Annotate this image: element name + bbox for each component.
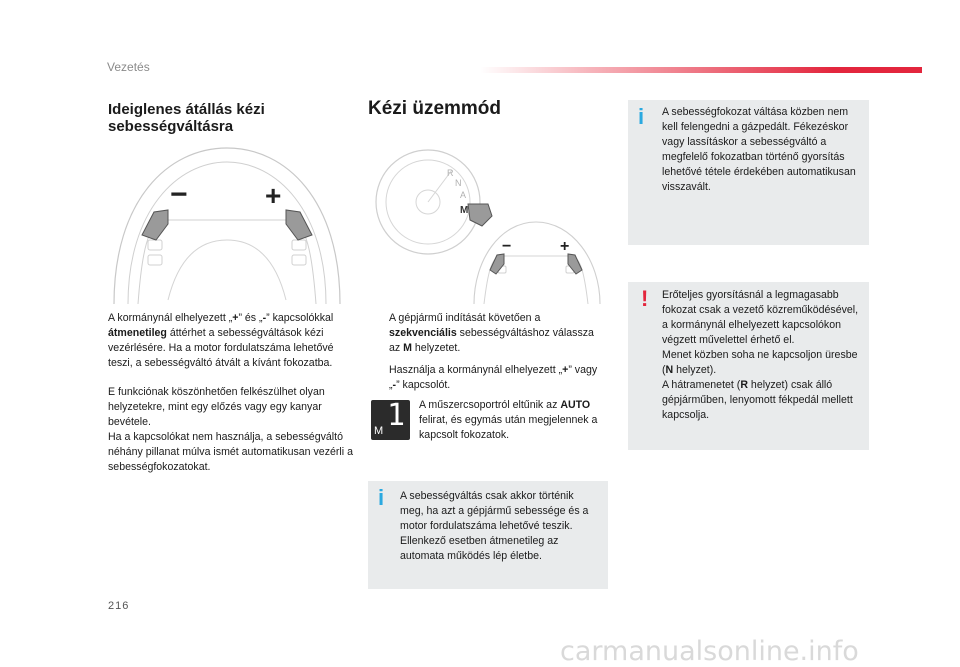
instrument-gear-display <box>371 400 410 440</box>
plus-paddle-label: + <box>265 180 282 211</box>
selector-letter-n: N <box>455 178 462 188</box>
watermark: carmanualsonline.info <box>560 636 859 667</box>
warning-text: Erőteljes gyorsításnál a legmagasabb fokozat csak a vezető közreműködésével, a kormánynál elhelyezett kapcsolókon végzett művelettel érhető el. Menet közben soha ne kapcsoljon üresbe (N helyzet). A hátramenetet (R helyzet) csak álló gépjárműben, lenyomott fékpedál mellett kapcsolja. <box>662 289 859 421</box>
left-paragraph-2: E funkciónak köszönhetően felkészülhet olyan helyzetekre, mint egy előzés vagy egy kanyar bevétele. <box>108 386 325 428</box>
selector-letter-m: M <box>460 205 469 216</box>
middle-plus-label: + <box>560 238 570 255</box>
minus-paddle-label: − <box>170 178 188 211</box>
section-label: Vezetés <box>107 60 150 74</box>
info-icon: i <box>378 485 385 510</box>
left-paragraph-3: Ha a kapcsolókat nem használja, a sebességváltó néhány pillanat múlva ismét automatikusan vezérli a sebességfokozatokat. <box>108 431 353 473</box>
info-icon: i <box>638 104 645 129</box>
middle-heading: Kézi üzemmód <box>368 98 502 119</box>
selector-letter-a: A <box>460 190 467 200</box>
steering-wheel-illustration <box>108 140 346 304</box>
gear-mode-letter: M <box>374 425 384 437</box>
dash-description: A műszercsoportról eltűnik az AUTO felirat, és egymás után megjelennek a kapcsolt fokozatok. <box>419 399 598 441</box>
page-number: 216 <box>108 600 130 612</box>
header-accent-bar <box>480 67 922 73</box>
left-heading: Ideiglenes átállás kézi sebességváltásra <box>108 101 265 135</box>
warning-icon: ! <box>641 286 649 311</box>
middle-info-box <box>368 481 608 589</box>
gear-digit: 1 <box>387 398 406 433</box>
middle-minus-label: − <box>502 238 512 255</box>
selector-letter-r: R <box>447 168 454 178</box>
middle-step-1: A gépjármű indítását követően a szekvenciális sebességváltáshoz válassza az M helyzetet. <box>389 312 594 354</box>
gear-selector-illustration <box>370 140 602 304</box>
right-warning-box <box>628 282 869 450</box>
right-info-text: A sebességfokozat váltása közben nem kell felengedni a gázpedált. Fékezéskor vagy lassításkor a sebességváltó a megfelelő fokozatban történő gyorsítás lehetővé tétele érdekében automatikusan visszavált. <box>662 106 856 193</box>
middle-step-2: Használja a kormánynál elhelyezett „+” vagy „-” kapcsolót. <box>389 364 598 391</box>
left-paragraph-1: A kormánynál elhelyezett „+” és „-” kapcsolókkal átmenetileg áttérhet a sebességváltások kézi vezérlésére. Ha a motor fordulatszáma lehetővé teszi, a sebességváltó átvált a kívánt fokozatba. <box>108 312 334 369</box>
middle-info-text: A sebességváltás csak akkor történik meg, ha azt a gépjármű sebessége és a motor fordulatszáma lehetővé teszik. Ellenkező esetben átmenetileg az automata működés lép életbe. <box>400 490 589 562</box>
right-info-box <box>628 100 869 245</box>
